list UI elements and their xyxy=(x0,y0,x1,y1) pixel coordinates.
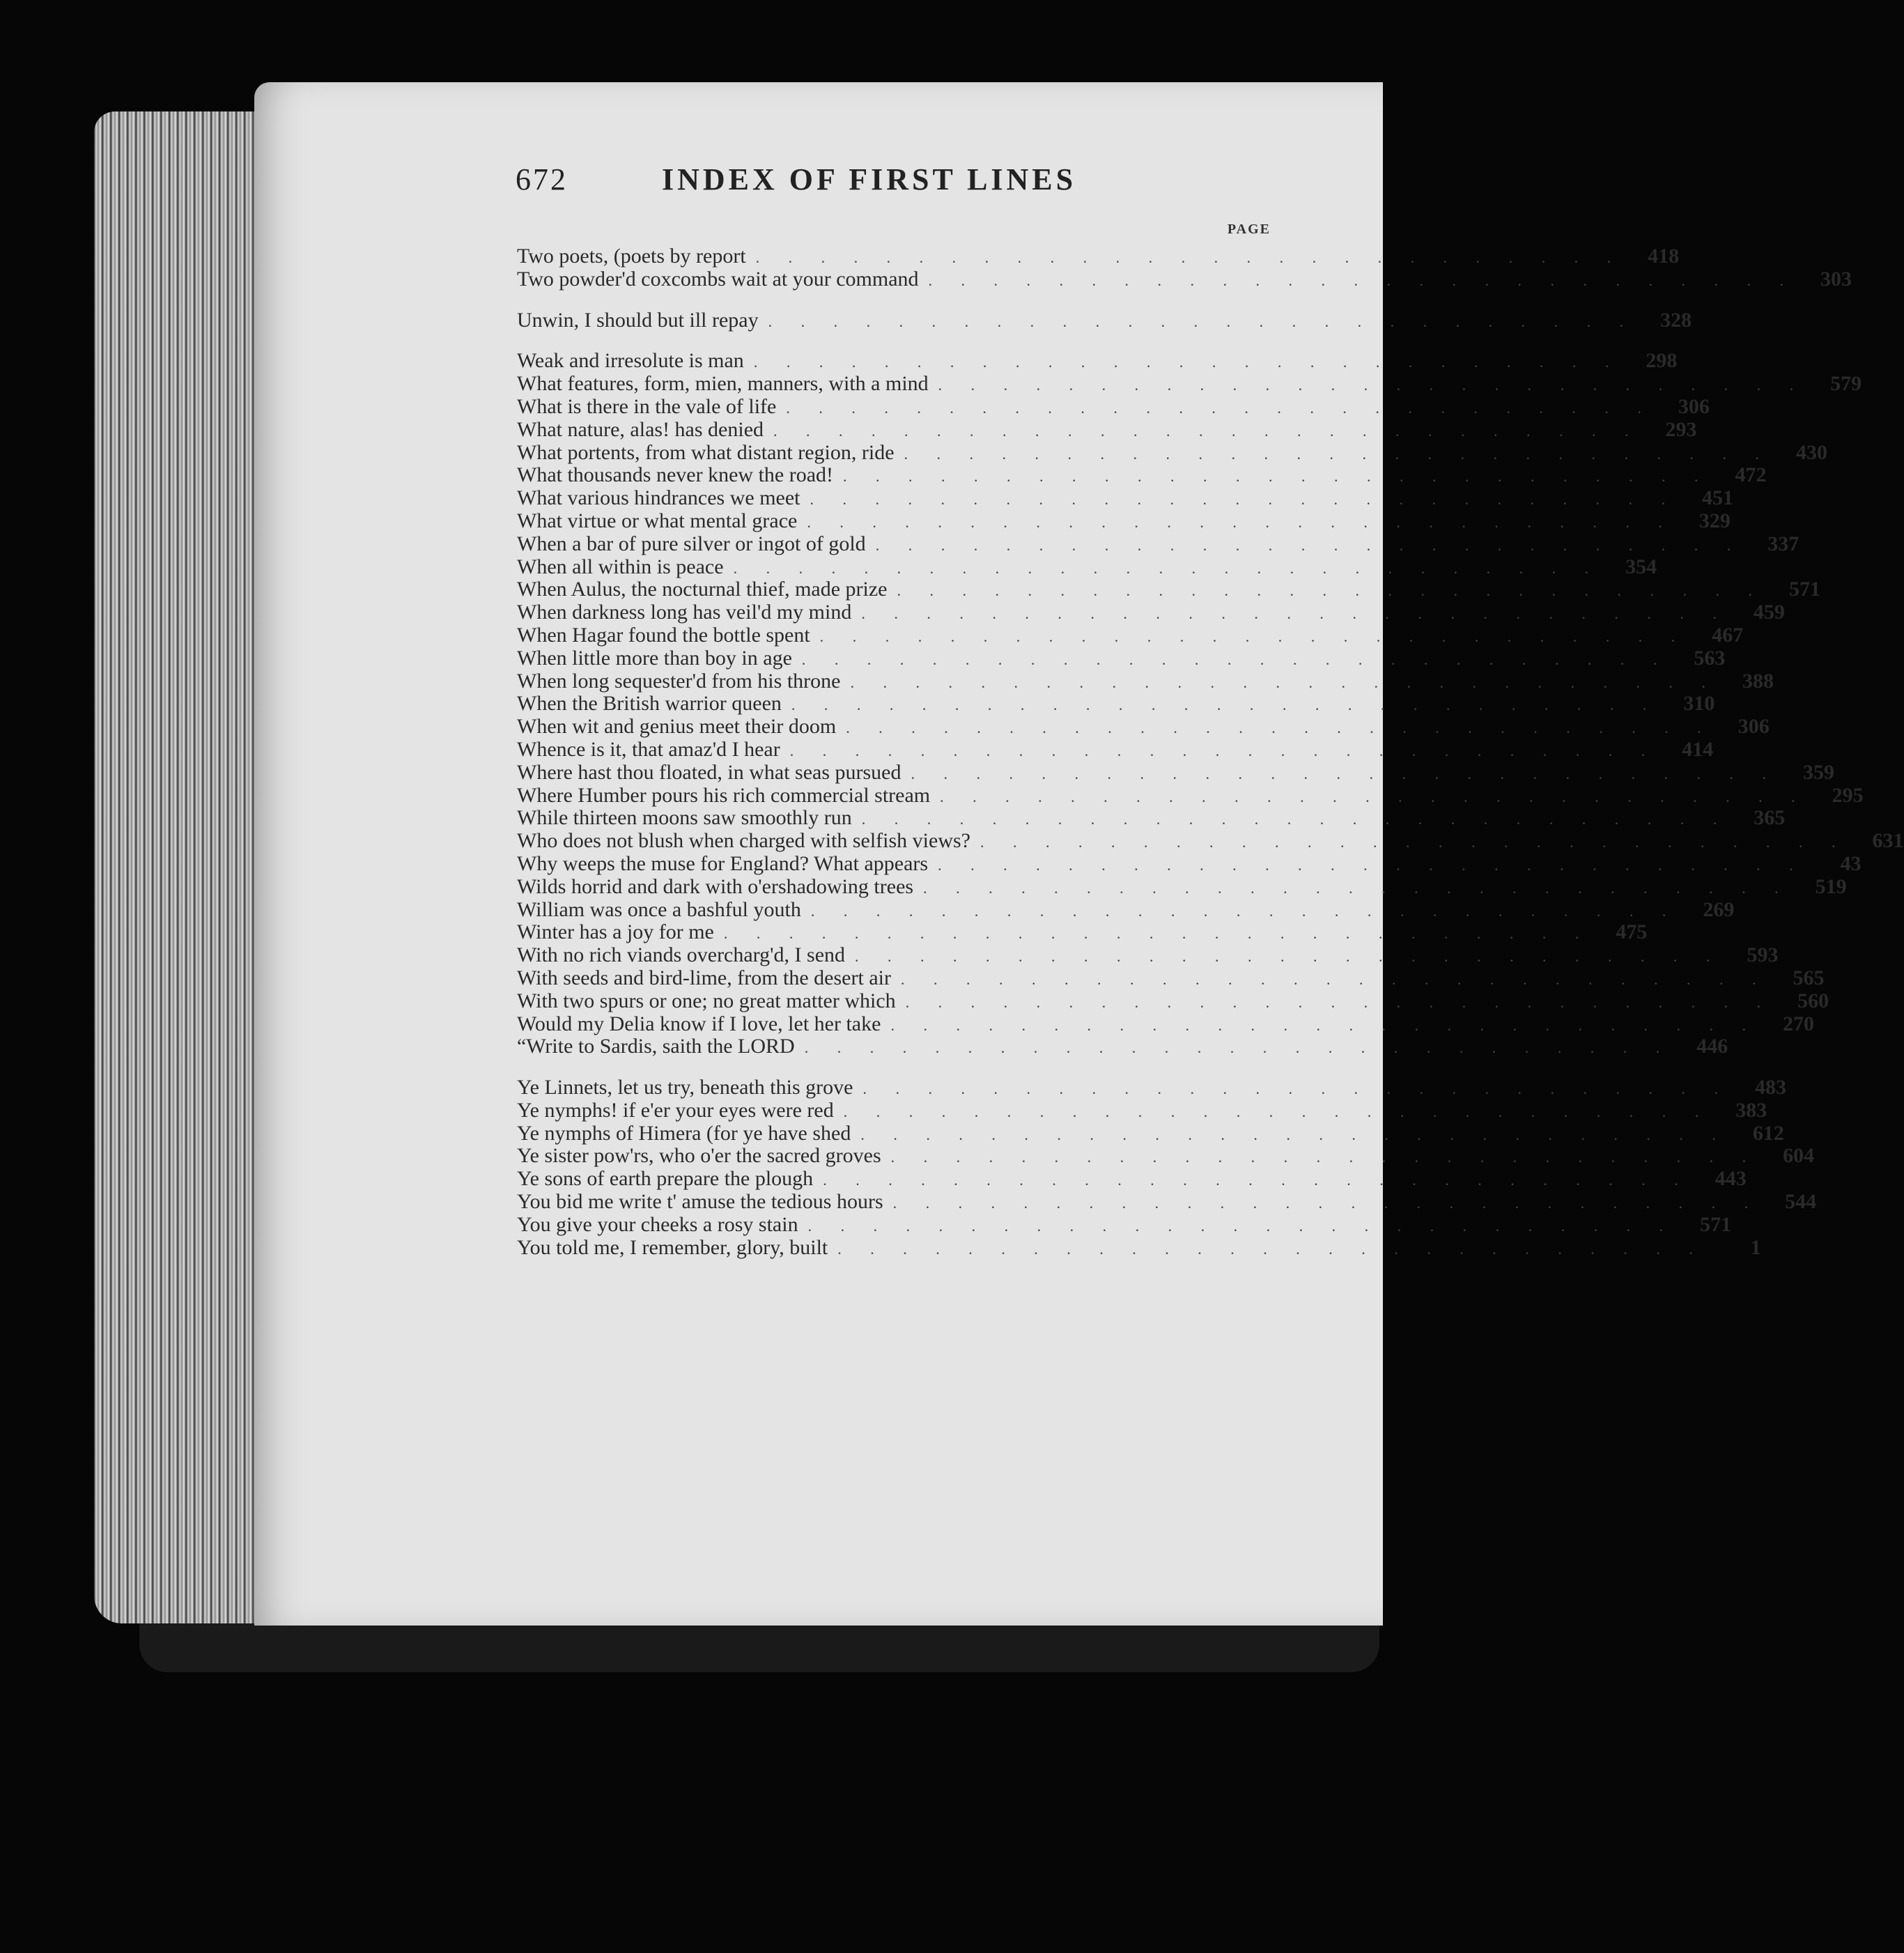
first-line-text: When all within is peace xyxy=(517,555,724,578)
page-title: INDEX OF FIRST LINES xyxy=(662,162,1077,196)
index-entry xyxy=(517,267,1852,291)
dot-leader: . . . . . . . . . . . . . . . . . . . . . . . . . . . xyxy=(892,1194,1761,1212)
index-group xyxy=(517,308,1692,332)
index-entry xyxy=(517,966,1825,990)
page-reference: 430 xyxy=(1796,440,1828,464)
first-line-text: Where hast thou floated, in what seas pursued xyxy=(517,760,901,784)
index-entry xyxy=(517,1190,1817,1214)
first-line-text: Weak and irresolute is man xyxy=(517,349,744,373)
dot-leader: . . . . . . . . . . . . . . . . . . . . . . . . . . . xyxy=(801,650,1670,668)
index-entry xyxy=(517,692,1715,716)
first-line-text: You bid me write t' amuse the tedious hours xyxy=(517,1190,883,1214)
dot-leader: . . . . . . . . . . . . . . . . . . . . . . . . . . . xyxy=(846,719,1714,737)
first-line-text: With seeds and bird-lime, from the desert air xyxy=(517,966,891,989)
index-entry xyxy=(517,783,1864,808)
first-line-text: What is there in the vale of life xyxy=(517,394,777,418)
index-entry xyxy=(517,394,1710,419)
first-line-text: Who does not blush when charged with selfish views? xyxy=(517,829,970,853)
index-entry xyxy=(517,532,1799,556)
index-entry xyxy=(517,715,1770,739)
dot-leader: . . . . . . . . . . . . . . . . . . . . . . . . . . . xyxy=(843,468,1711,486)
page-number: 672 xyxy=(516,162,568,196)
first-line-text: Unwin, I should but ill repay xyxy=(517,308,759,332)
dot-leader: . . . . . . . . . . . . . . . . . . . . . . . . . . . xyxy=(755,249,1624,266)
dot-leader: . . . . . . . . . . . . . . . . . . . . . . . . . . . xyxy=(850,673,1718,691)
first-line-text: Why weeps the muse for England? What appears xyxy=(517,851,929,875)
page-reference: 544 xyxy=(1785,1190,1817,1214)
dot-leader: . . . . . . . . . . . . . . . . . . . . . . . . . . . xyxy=(904,445,1772,463)
first-line-text: With no rich viands overcharg'd, I send xyxy=(517,943,846,967)
dot-leader: . . . . . . . . . . . . . . . . . . . . . . . . . . . xyxy=(855,948,1723,966)
page-reference: 604 xyxy=(1783,1144,1815,1168)
index-entry xyxy=(517,308,1692,332)
first-line-text: “Write to Sardis, saith the LORD xyxy=(517,1035,795,1058)
book-bottom-shadow xyxy=(139,1623,1379,1672)
page-reference: 560 xyxy=(1797,989,1829,1012)
page-reference: 612 xyxy=(1752,1121,1784,1145)
index-entry xyxy=(517,737,1714,762)
page-reference: 383 xyxy=(1735,1098,1767,1122)
dot-leader: . . . . . . . . . . . . . . . . . . . . . . . . . . . xyxy=(940,787,1808,805)
page-reference: 571 xyxy=(1700,1212,1732,1236)
page-reference: 337 xyxy=(1767,532,1799,555)
first-line-text: Ye nymphs! if e'er your eyes were red xyxy=(517,1098,834,1122)
dot-leader: . . . . . . . . . . . . . . . . . . . . . . . . . . . xyxy=(791,696,1659,714)
index-entry xyxy=(517,1167,1747,1191)
index-entry xyxy=(517,417,1697,442)
page-reference: 443 xyxy=(1715,1167,1747,1191)
index-entry xyxy=(517,245,1680,268)
page-reference: 483 xyxy=(1754,1076,1786,1099)
dot-leader: . . . . . . . . . . . . . . . . . . . . . . . . . . . xyxy=(897,582,1765,600)
first-line-text: When long sequester'd from his throne xyxy=(517,669,841,693)
page-reference: 472 xyxy=(1735,463,1767,487)
first-line-text: William was once a bashful youth xyxy=(517,897,801,921)
first-line-text: When a bar of pure silver or ingot of gold xyxy=(517,532,866,555)
dot-leader: . . . . . . . . . . . . . . . . . . . . . . . . . . . xyxy=(911,764,1779,782)
dot-leader: . . . . . . . . . . . . . . . . . . . . . . . . . . . xyxy=(837,1240,1705,1258)
first-line-text: Ye sons of earth prepare the plough xyxy=(517,1167,814,1191)
page-reference: 459 xyxy=(1753,601,1785,624)
page-reference: 328 xyxy=(1660,308,1692,332)
dot-leader: . . . . . . . . . . . . . . . . . . . . . . . . . . . xyxy=(733,559,1602,577)
first-line-text: What thousands never knew the road! xyxy=(517,463,834,487)
page-reference: 418 xyxy=(1648,245,1680,268)
first-line-text: While thirteen moons saw smoothly run xyxy=(517,806,852,830)
index-entry xyxy=(517,509,1731,533)
page-reference: 303 xyxy=(1820,267,1852,291)
dot-leader: . . . . . . . . . . . . . . . . . . . . . . . . . . . xyxy=(773,422,1641,440)
dot-leader: . . . . . . . . . . . . . . . . . . . . . . . . . . . xyxy=(875,536,1744,554)
page-reference: 354 xyxy=(1625,555,1657,578)
dot-leader: . . . . . . . . . . . . . . . . . . . . . . . . . . . xyxy=(823,1171,1691,1189)
dot-leader: . . . . . . . . . . . . . . . . . . . . . . . . . . . xyxy=(807,513,1675,531)
dot-leader: . . . . . . . . . . . . . . . . . . . . . . . . . . . xyxy=(819,627,1688,645)
first-line-text: Wilds horrid and dark with o'ershadowing trees xyxy=(517,874,914,898)
index-entry xyxy=(517,372,1862,396)
index-entry xyxy=(517,555,1657,579)
dot-leader: . . . . . . . . . . . . . . . . . . . . . . . . . . . xyxy=(980,833,1848,851)
dot-leader: . . . . . . . . . . . . . . . . . . . . . . . . . . . xyxy=(786,399,1654,417)
first-line-text: When wit and genius meet their doom xyxy=(517,715,837,739)
index-entry xyxy=(517,578,1820,601)
page-reference: 519 xyxy=(1815,874,1847,898)
index-entry xyxy=(517,440,1828,465)
page-column-label: PAGE xyxy=(1227,222,1271,237)
dot-leader: . . . . . . . . . . . . . . . . . . . . . . . . . . . xyxy=(905,993,1774,1011)
index-entry xyxy=(517,806,1786,830)
dot-leader: . . . . . . . . . . . . . . . . . . . . . . . . . . . xyxy=(753,353,1622,371)
page-reference: 43 xyxy=(1840,851,1862,875)
page-reference: 475 xyxy=(1616,920,1648,944)
dot-leader: . . . . . . . . . . . . . . . . . . . . . . . . . . . xyxy=(768,312,1636,330)
first-line-text: Two powder'd coxcombs wait at your command xyxy=(517,267,919,291)
dot-leader: . . . . . . . . . . . . . . . . . . . . . . . . . . . xyxy=(789,741,1658,759)
page-reference: 365 xyxy=(1754,806,1786,830)
dot-leader: . . . . . . . . . . . . . . . . . . . . . . . . . . . xyxy=(723,925,1592,943)
first-line-text: When Aulus, the nocturnal thief, made prize xyxy=(517,578,888,601)
index-entry xyxy=(517,829,1904,853)
index-entry xyxy=(517,1035,1728,1058)
first-line-text: What portents, from what distant region, ride xyxy=(517,440,895,464)
first-line-text: When Hagar found the bottle spent xyxy=(517,623,810,647)
first-line-text: What various hindrances we meet xyxy=(517,486,800,510)
page-reference: 571 xyxy=(1789,578,1820,601)
dot-leader: . . . . . . . . . . . . . . . . . . . . . . . . . . . xyxy=(938,376,1806,394)
running-header xyxy=(516,162,1129,197)
dot-leader: . . . . . . . . . . . . . . . . . . . . . . . . . . . xyxy=(923,879,1791,897)
index-group xyxy=(517,349,1904,1058)
dot-leader: . . . . . . . . . . . . . . . . . . . . . . . . . . . xyxy=(890,1016,1758,1034)
page-reference: 295 xyxy=(1832,783,1864,807)
first-line-text: Ye nymphs of Himera (for ye have shed xyxy=(517,1121,851,1145)
dot-leader: . . . . . . . . . . . . . . . . . . . . . . . . . . . xyxy=(810,491,1678,509)
first-line-text: You give your cheeks a rosy stain xyxy=(517,1212,798,1236)
dot-leader: . . . . . . . . . . . . . . . . . . . . . . . . . . . xyxy=(928,271,1797,289)
index-entry xyxy=(517,920,1648,944)
first-line-text: Where Humber pours his rich commercial stream xyxy=(517,783,931,807)
index-entry xyxy=(517,1012,1814,1036)
page-reference: 593 xyxy=(1747,943,1779,967)
index-entry xyxy=(517,989,1829,1013)
first-line-text: Whence is it, that amaz'd I hear xyxy=(517,737,780,761)
dot-leader: . . . . . . . . . . . . . . . . . . . . . . . . . . . xyxy=(861,605,1729,623)
index-entry xyxy=(517,851,1862,876)
first-line-text: Two poets, (poets by report xyxy=(517,245,746,268)
index-entry xyxy=(517,874,1847,899)
page-reference: 451 xyxy=(1702,486,1734,510)
book-page-edges xyxy=(94,111,261,1623)
first-line-text: Ye Linnets, let us try, beneath this grove xyxy=(517,1076,853,1099)
index-entry xyxy=(517,1144,1815,1168)
page-reference: 631 xyxy=(1872,829,1904,853)
index-group xyxy=(517,1076,1817,1259)
page-reference: 579 xyxy=(1830,372,1862,396)
page-reference: 306 xyxy=(1678,394,1710,418)
dot-leader: . . . . . . . . . . . . . . . . . . . . . . . . . . . xyxy=(862,1080,1731,1098)
index-entry xyxy=(517,623,1744,647)
first-line-text: When the British warrior queen xyxy=(517,692,782,716)
page-reference: 310 xyxy=(1683,692,1715,716)
first-line-text: What virtue or what mental grace xyxy=(517,509,798,532)
index-entry xyxy=(517,669,1774,693)
index-entry xyxy=(517,1121,1784,1145)
index-group xyxy=(517,245,1852,291)
page-reference: 1 xyxy=(1750,1235,1761,1259)
page-reference: 414 xyxy=(1682,737,1714,761)
dot-leader: . . . . . . . . . . . . . . . . . . . . . . . . . . . xyxy=(807,1217,1676,1235)
page-reference: 298 xyxy=(1646,349,1678,373)
index-entry xyxy=(517,486,1734,510)
index-entry xyxy=(517,463,1767,487)
index-entry xyxy=(517,601,1785,624)
index-entry xyxy=(517,897,1735,922)
first-line-text: Ye sister pow'rs, who o'er the sacred groves xyxy=(517,1144,881,1168)
index-entry xyxy=(517,1235,1761,1260)
index-entry xyxy=(517,943,1779,967)
page-reference: 388 xyxy=(1742,669,1774,693)
page-reference: 270 xyxy=(1782,1012,1814,1035)
page-reference: 359 xyxy=(1803,760,1834,784)
index-entry xyxy=(517,1098,1767,1122)
dot-leader: . . . . . . . . . . . . . . . . . . . . . . . . . . . xyxy=(890,1148,1759,1166)
page-reference: 293 xyxy=(1665,417,1697,441)
page-reference: 446 xyxy=(1696,1035,1728,1058)
index-of-first-lines xyxy=(517,245,1904,1277)
dot-leader: . . . . . . . . . . . . . . . . . . . . . . . . . . . xyxy=(938,856,1806,874)
index-entry xyxy=(517,349,1678,373)
page-reference: 565 xyxy=(1793,966,1825,989)
first-line-text: When little more than boy in age xyxy=(517,646,792,670)
dot-leader: . . . . . . . . . . . . . . . . . . . . . . . . . . . xyxy=(843,1102,1712,1120)
index-entry xyxy=(517,646,1726,670)
first-line-text: Would my Delia know if I love, let her take xyxy=(517,1012,881,1035)
first-line-text: Winter has a joy for me xyxy=(517,920,714,944)
index-entry xyxy=(517,1212,1732,1237)
first-line-text: With two spurs or one; no great matter which xyxy=(517,989,896,1012)
dot-leader: . . . . . . . . . . . . . . . . . . . . . . . . . . . xyxy=(804,1039,1673,1057)
page-reference: 269 xyxy=(1703,897,1735,921)
index-entry xyxy=(517,760,1834,785)
dot-leader: . . . . . . . . . . . . . . . . . . . . . . . . . . . xyxy=(900,970,1769,988)
dot-leader: . . . . . . . . . . . . . . . . . . . . . . . . . . . xyxy=(810,902,1679,920)
page-reference: 563 xyxy=(1694,646,1726,670)
first-line-text: When darkness long has veil'd my mind xyxy=(517,601,852,624)
index-entry xyxy=(517,1076,1786,1099)
page-reference: 329 xyxy=(1698,509,1731,532)
dot-leader: . . . . . . . . . . . . . . . . . . . . . . . . . . . xyxy=(860,1125,1728,1143)
page-reference: 467 xyxy=(1712,623,1744,647)
page-reference: 306 xyxy=(1737,715,1770,739)
first-line-text: You told me, I remember, glory, built xyxy=(517,1235,828,1259)
first-line-text: What nature, alas! has denied xyxy=(517,417,764,441)
dot-leader: . . . . . . . . . . . . . . . . . . . . . . . . . . . xyxy=(861,810,1730,828)
first-line-text: What features, form, mien, manners, with a mind xyxy=(517,372,929,396)
